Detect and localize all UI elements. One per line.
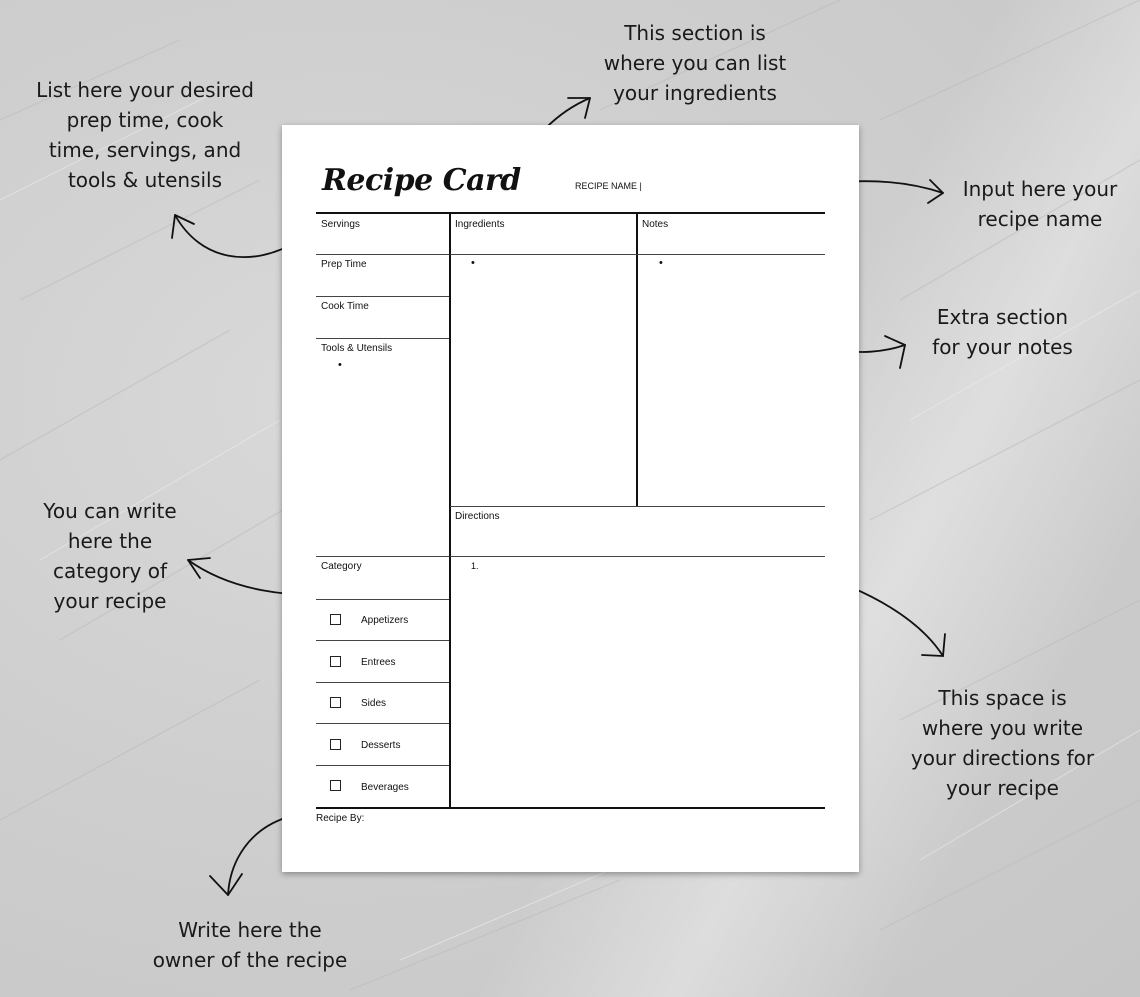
servings-divider (316, 254, 449, 255)
recipe-by-label: Recipe By: (316, 813, 365, 824)
recipe-name-field[interactable]: RECIPE NAME | (575, 181, 642, 191)
desserts-label: Desserts (361, 740, 401, 751)
notes-bullet: • (659, 257, 663, 269)
category-row-divider (316, 765, 449, 766)
annotation-category: You can write here the category of your recipe (43, 499, 177, 613)
annotation-prep: List here your desired prep time, cook time, servings, and tools & utensils (36, 78, 254, 192)
ingredients-bullet: • (471, 257, 475, 269)
tools-bullet: • (338, 359, 342, 371)
cook-time-divider (316, 338, 449, 339)
directions-divider (450, 556, 825, 557)
category-row-divider (316, 640, 449, 641)
sides-checkbox[interactable] (330, 697, 341, 708)
top-rule (316, 212, 825, 214)
desserts-checkbox[interactable] (330, 739, 341, 750)
card-title: Recipe Card (322, 163, 521, 198)
servings-label: Servings (321, 219, 360, 230)
recipe-card (282, 125, 859, 872)
category-divider (316, 599, 449, 600)
appetizers-checkbox[interactable] (330, 614, 341, 625)
cook-time-label: Cook Time (321, 301, 369, 312)
category-row-divider (316, 682, 449, 683)
category-row-divider (316, 723, 449, 724)
beverages-label: Beverages (361, 782, 409, 793)
bottom-rule (316, 807, 825, 809)
annotation-ingredients: This section is where you can list your ingredients (603, 21, 787, 105)
notes-column-divider (636, 213, 638, 507)
sides-label: Sides (361, 698, 387, 709)
annotation-owner: Write here the owner of the recipe (152, 918, 348, 972)
category-top-line (316, 556, 449, 557)
directions-top-line (450, 506, 825, 507)
annotation-directions: This space is where you write your directions for your recipe (910, 686, 1095, 800)
left-column-divider (449, 213, 451, 809)
ingredients-notes-divider (450, 254, 825, 255)
tools-utensils-label: Tools & Utensils (321, 343, 393, 354)
category-label: Category (321, 561, 362, 572)
ingredients-label: Ingredients (455, 219, 505, 230)
notes-label: Notes (642, 219, 669, 230)
entrees-checkbox[interactable] (330, 656, 341, 667)
directions-step-1: 1. (471, 561, 479, 571)
directions-label: Directions (455, 511, 500, 522)
appetizers-label: Appetizers (361, 615, 409, 626)
beverages-checkbox[interactable] (330, 780, 341, 791)
entrees-label: Entrees (361, 657, 396, 668)
annotation-recipe-name: Input here your recipe name (962, 177, 1118, 231)
annotation-notes: Extra section for your notes (932, 305, 1073, 359)
prep-time-label: Prep Time (321, 259, 367, 270)
prep-time-divider (316, 296, 449, 297)
